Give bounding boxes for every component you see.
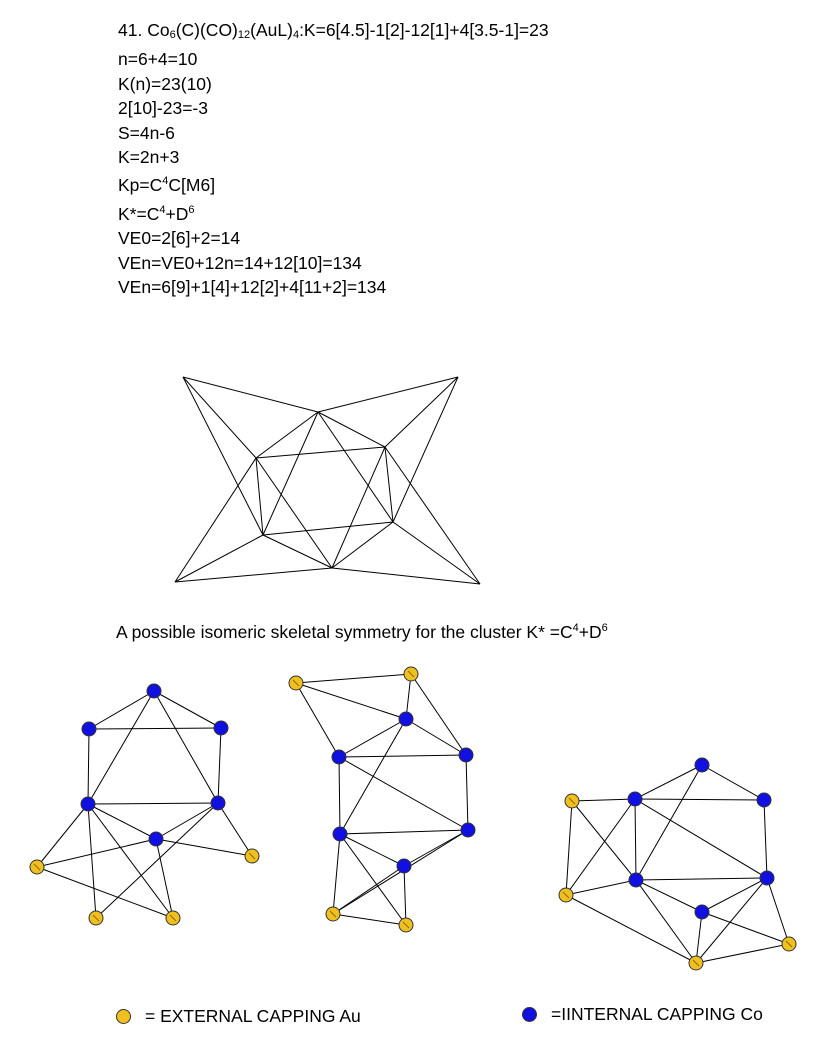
isomer-1-edge bbox=[156, 803, 218, 839]
isomer-1-co-atom bbox=[82, 722, 96, 736]
skeleton-edge bbox=[256, 458, 332, 568]
isomer-3-co-atom bbox=[695, 758, 709, 772]
isomer-1-edge bbox=[88, 729, 89, 804]
isomer-2-edges bbox=[296, 674, 468, 925]
isomer-3-edge bbox=[635, 799, 767, 878]
isomer-1-edge bbox=[96, 803, 218, 918]
isomer-3-edge bbox=[566, 799, 635, 895]
isomer-3-edge bbox=[702, 878, 767, 912]
isomer-2-edge bbox=[340, 834, 406, 925]
isomer-1-edge bbox=[88, 691, 154, 804]
skeleton-graph bbox=[175, 377, 480, 584]
isomer-2-edge bbox=[339, 719, 406, 757]
isomer-1-edge bbox=[154, 691, 218, 803]
isomer-3-edge bbox=[635, 799, 636, 880]
isomer-2-co-atom bbox=[397, 859, 411, 873]
isomer-2-edge bbox=[339, 755, 466, 757]
isomer-1-edge bbox=[37, 839, 156, 867]
isomer-3-co-atom bbox=[628, 792, 642, 806]
isomer-1-co-atom bbox=[214, 721, 228, 735]
isomer-1-edge bbox=[37, 867, 173, 918]
legend-co bbox=[522, 1004, 763, 1025]
skeleton-edge bbox=[183, 377, 256, 458]
isomer-2-edge bbox=[296, 674, 411, 683]
isomer-3-edge bbox=[764, 800, 767, 878]
isomer-2-co-atom bbox=[332, 750, 346, 764]
skeleton-edge bbox=[318, 412, 385, 447]
formula-line-2: n=6+4=10 bbox=[118, 49, 198, 70]
formula-line-11: VEn=6[9]+1[4]+12[2]+4[11+2]=134 bbox=[118, 277, 387, 298]
skeleton-edge bbox=[332, 447, 385, 568]
skeleton-edge bbox=[183, 377, 263, 535]
skeleton-edge bbox=[263, 535, 332, 568]
formula-line-5: S=4n-6 bbox=[118, 122, 175, 143]
isomer-1-edge bbox=[89, 728, 221, 729]
isomer-1-edge bbox=[218, 728, 221, 803]
isomer-2-edge bbox=[339, 757, 468, 830]
isomer-1-edge bbox=[37, 804, 88, 867]
skeleton-edge bbox=[393, 522, 480, 584]
isomer-3-edges bbox=[566, 765, 789, 963]
isomer-2-edge bbox=[333, 834, 340, 914]
isomer-1-edge bbox=[88, 803, 218, 804]
isomer-2-edge bbox=[339, 757, 340, 834]
isomer-3-edge bbox=[566, 801, 572, 895]
skeleton-edge bbox=[393, 377, 458, 522]
isomer-2-edge bbox=[466, 755, 468, 830]
au-swatch-icon bbox=[116, 1009, 131, 1024]
isomer-2-co-atom bbox=[459, 748, 473, 762]
isomer-3-edge bbox=[572, 799, 635, 801]
formula-line-6: K=2n+3 bbox=[118, 147, 180, 168]
isomer-1-edge bbox=[88, 804, 156, 839]
skeleton-edge bbox=[175, 458, 256, 582]
isomer-3-edge bbox=[696, 912, 702, 963]
isomer-2-edge bbox=[333, 914, 406, 925]
formula-line-7: $Kp=C^4C[M6]$ bbox=[118, 175, 216, 196]
isomer-1-edge bbox=[89, 691, 154, 729]
isomer-caption: A possible isomeric skeletal symmetry for the cluster $K* =C^4+D^6$ bbox=[116, 622, 608, 642]
isomer-1-edge bbox=[88, 804, 96, 918]
isomer-2-edge bbox=[340, 834, 404, 866]
formula-line-10: VEn=VE0+12n=14+12[10]=134 bbox=[118, 252, 362, 273]
isomer-3-edge bbox=[572, 801, 636, 880]
isomer-1-co-atom bbox=[147, 684, 161, 698]
legend-au bbox=[116, 1006, 361, 1027]
isomer-1-co-atom bbox=[149, 832, 163, 846]
legend-co-label: =IINTERNAL CAPPING Co bbox=[551, 1004, 763, 1024]
skeleton-edge bbox=[175, 568, 332, 582]
isomer-3-edge bbox=[636, 880, 702, 912]
formula-line-4: 2[10]-23=-3 bbox=[118, 98, 208, 119]
co-swatch-icon bbox=[522, 1007, 537, 1022]
isomer-3-edge bbox=[566, 895, 696, 963]
isomer-2-edge bbox=[406, 719, 466, 755]
isomer-3-co-atom bbox=[695, 905, 709, 919]
isomer-3-edge bbox=[702, 765, 764, 800]
skeleton-edge bbox=[332, 568, 480, 584]
formula-line-1: 41. $Co_6(C)(CO)_{12}(AuL)_4:K=6[4.5]-1[2]-12[1]+4[3.5-1]=23$ bbox=[118, 20, 549, 41]
isomer-1-edge bbox=[218, 803, 252, 856]
isomer-1-co-atom bbox=[81, 797, 95, 811]
skeleton-edge bbox=[318, 377, 458, 412]
formula-line-3: K(n)=23(10) bbox=[118, 73, 212, 94]
isomer-3-edge bbox=[636, 880, 696, 963]
isomer-3-co-atom bbox=[629, 873, 643, 887]
isomer-2-edge bbox=[296, 683, 406, 719]
isomer-2-edge bbox=[404, 866, 406, 925]
skeleton-edge bbox=[385, 447, 480, 584]
isomer-2-edge bbox=[411, 674, 466, 755]
isomer-3-edge bbox=[636, 878, 767, 880]
isomer-3-edge bbox=[635, 799, 764, 800]
isomer-3-edge bbox=[702, 912, 789, 944]
isomer-2-edge bbox=[296, 683, 339, 757]
isomer-2-co-atom bbox=[333, 827, 347, 841]
formula-line-9: VE0=2[6]+2=14 bbox=[118, 228, 241, 249]
isomer-3-edge bbox=[767, 878, 789, 944]
isomer-2-co-atom bbox=[399, 712, 413, 726]
skeleton-edge bbox=[332, 522, 393, 568]
isomer-3-co-atom bbox=[757, 793, 771, 807]
isomer-3-co-atom bbox=[760, 871, 774, 885]
skeleton-edge bbox=[318, 412, 393, 522]
skeleton-edge bbox=[256, 447, 385, 458]
isomer-2-co-atom bbox=[461, 823, 475, 837]
isomer-1-co-atom bbox=[211, 796, 225, 810]
skeleton-edge bbox=[385, 447, 393, 522]
skeleton-edge bbox=[263, 412, 318, 535]
skeleton-edge bbox=[183, 377, 318, 412]
legend-au-label: = EXTERNAL CAPPING Au bbox=[145, 1006, 361, 1026]
skeleton-edge bbox=[385, 377, 458, 447]
isomer-1-nodes bbox=[30, 684, 259, 925]
skeleton-edge bbox=[256, 412, 318, 458]
formula-line-8: $K*=C^4+D^6$ bbox=[118, 203, 195, 224]
skeleton-edge bbox=[263, 522, 393, 535]
isomer-2-edge bbox=[340, 830, 468, 834]
isomer-3-edge bbox=[566, 880, 636, 895]
